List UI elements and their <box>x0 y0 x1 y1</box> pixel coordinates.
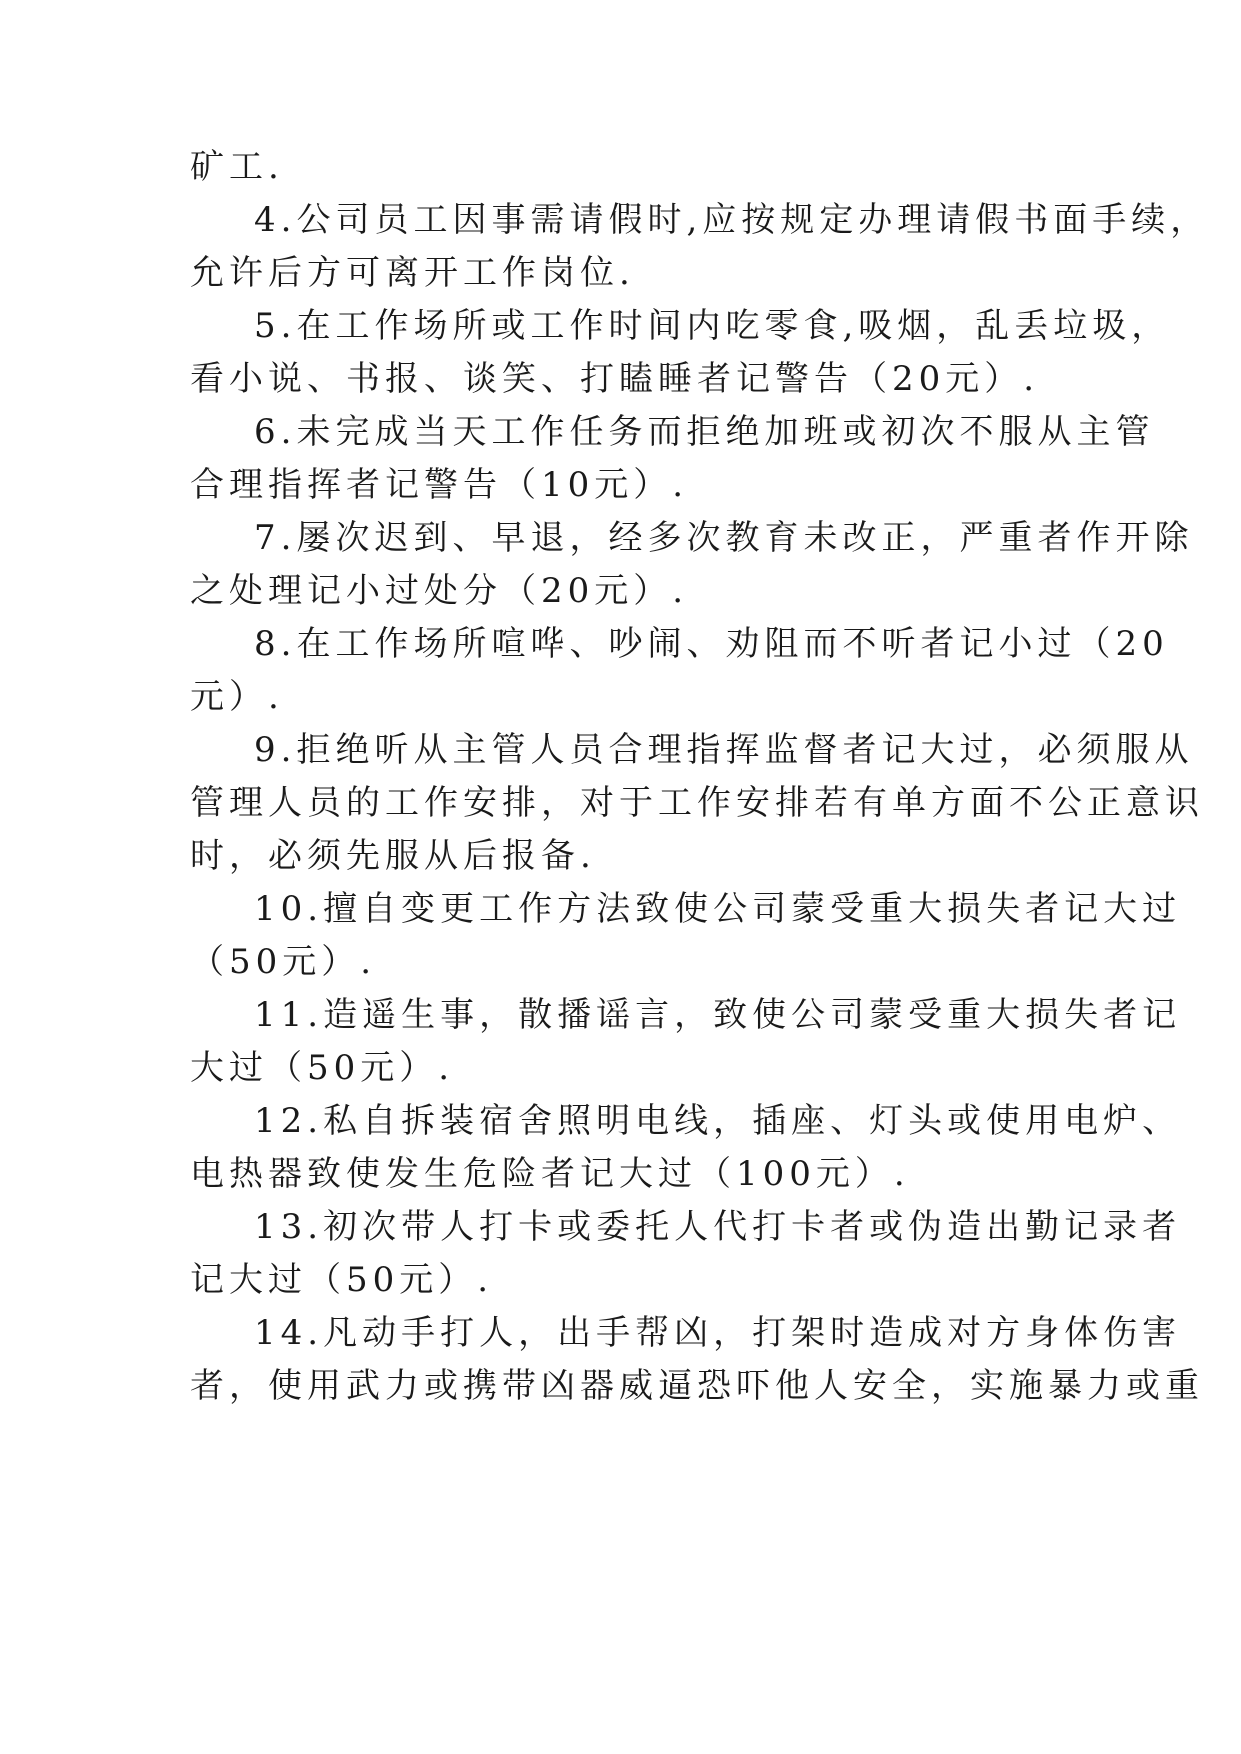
text-line: 看小说、书报、谈笑、打瞌睡者记警告（20元）. <box>190 359 1040 399</box>
text-line: 记大过（50元）. <box>190 1260 494 1300</box>
text-line: 13.初次带人打卡或委托人代打卡者或伪造出勤记录者 <box>254 1207 1182 1247</box>
text-line: 11.造遥生事，散播谣言，致使公司蒙受重大损失者记 <box>254 995 1182 1035</box>
text-line: 9.拒绝听从主管人员合理指挥监督者记大过，必须服从 <box>254 730 1194 770</box>
text-line: 5.在工作场所或工作时间内吃零食,吸烟，乱丢垃圾， <box>254 306 1171 346</box>
text-line: 允许后方可离开工作岗位. <box>190 253 635 293</box>
text-line: 8.在工作场所喧哗、吵闹、劝阻而不听者记小过（20 <box>254 624 1169 664</box>
text-line: 矿工. <box>190 147 284 187</box>
text-line: 元）. <box>190 677 284 717</box>
text-line: 10.擅自变更工作方法致使公司蒙受重大损失者记大过 <box>254 889 1182 929</box>
text-line: 时，必须先服从后报备. <box>190 836 596 876</box>
text-line: 4.公司员工因事需请假时,应按规定办理请假书面手续， <box>254 200 1210 240</box>
text-line: 合理指挥者记警告（10元）. <box>190 465 689 505</box>
text-line: 电热器致使发生危险者记大过（100元）. <box>190 1154 910 1194</box>
text-line: 之处理记小过处分（20元）. <box>190 571 689 611</box>
text-line: 大过（50元）. <box>190 1048 455 1088</box>
text-line: （50元）. <box>190 942 377 982</box>
text-line: 管理人员的工作安排，对于工作安排若有单方面不公正意识 <box>190 783 1204 823</box>
text-line: 12.私自拆装宿舍照明电线，插座、灯头或使用电炉、 <box>254 1101 1182 1141</box>
text-line: 者，使用武力或携带凶器威逼恐吓他人安全，实施暴力或重 <box>190 1366 1204 1406</box>
text-line: 14.凡动手打人，出手帮凶，打架时造成对方身体伤害 <box>254 1313 1182 1353</box>
text-line: 7.屡次迟到、早退，经多次教育未改正，严重者作开除 <box>254 518 1194 558</box>
text-line: 6.未完成当天工作任务而拒绝加班或初次不服从主管 <box>254 412 1155 452</box>
